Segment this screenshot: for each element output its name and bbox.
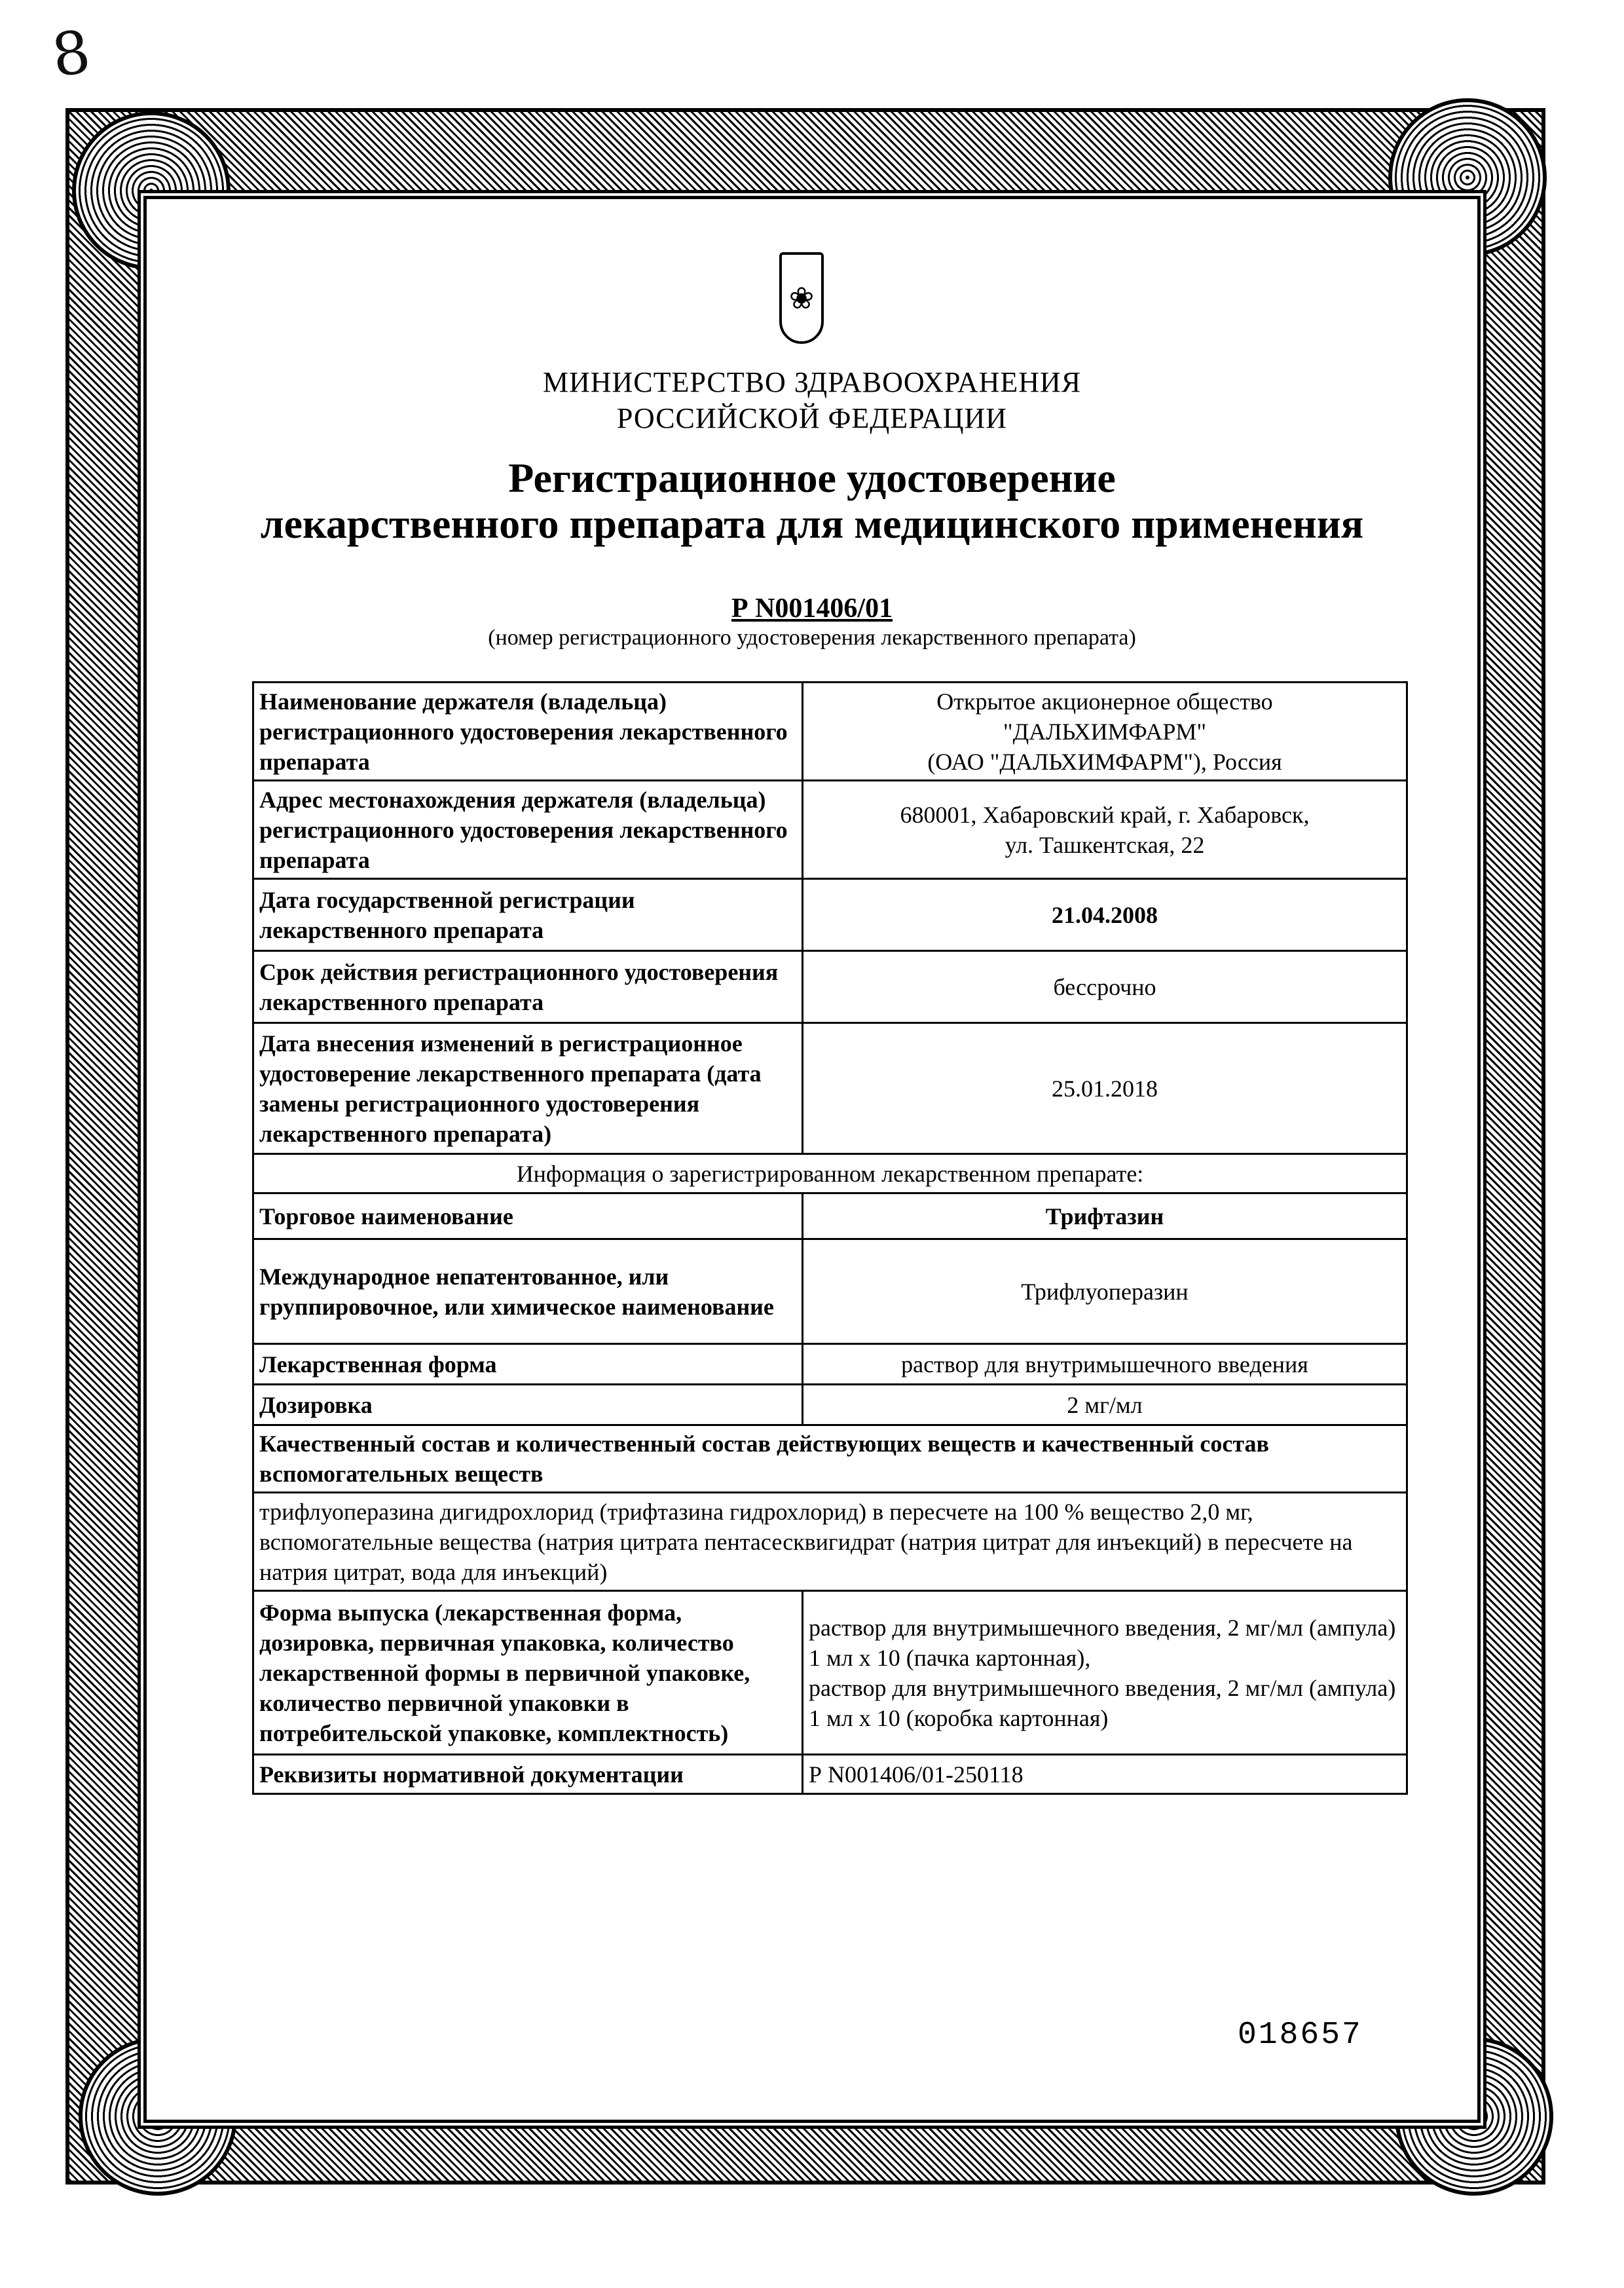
ministry-name-line2: РОССИЙСКОЙ ФЕДЕРАЦИИ	[616, 402, 1008, 434]
holder-address-line2: ул. Ташкентская, 22	[1005, 831, 1205, 858]
holder-name-value	[803, 683, 1407, 781]
dosage-value: 2 мг/мл	[803, 1385, 1407, 1425]
document-title-line2: лекарственного препарата для медицинского применения	[260, 500, 1364, 547]
normative-docs-value: Р N001406/01-250118	[803, 1755, 1407, 1794]
handwritten-mark: 8	[47, 17, 95, 91]
release-form-label: Форма выпуска (лекарственная форма, дозировка, первичная упаковка, количество лекарственной формы в первичной упаковке, количество первичной упаковки в потребительской упаковке, комплектность)	[253, 1591, 803, 1755]
composition-label: Качественный состав и количественный состав действующих веществ и качественный состав вспомогательных веществ	[253, 1425, 1407, 1493]
holder-name-line1: Открытое акционерное общество	[936, 688, 1273, 715]
validity-value: бессрочно	[803, 951, 1407, 1023]
inn-value: Трифлуоперазин	[803, 1239, 1407, 1344]
validity-label: Срок действия регистрационного удостоверения лекарственного препарата	[253, 951, 803, 1023]
normative-docs-label: Реквизиты нормативной документации	[253, 1755, 803, 1794]
serial-number: 018657	[1238, 2017, 1363, 2053]
table-row	[253, 1591, 1407, 1755]
table-row	[253, 879, 1407, 951]
holder-name-line2: "ДАЛЬХИМФАРМ"	[1003, 718, 1207, 745]
registration-number: Р N001406/01	[731, 593, 893, 624]
dosage-form-label: Лекарственная форма	[253, 1344, 803, 1385]
inn-label: Международное непатентованное, или группировочное, или химическое наименование	[253, 1239, 803, 1344]
trade-name-label: Торговое наименование	[253, 1193, 803, 1239]
holder-name-label: Наименование держателя (владельца) регистрационного удостоверения лекарственного препарата	[253, 683, 803, 781]
table-row	[253, 1193, 1407, 1239]
section-header: Информация о зарегистрированном лекарственном препарате:	[253, 1154, 1407, 1193]
table-row	[253, 1425, 1407, 1493]
table-row	[253, 1755, 1407, 1794]
holder-name-line3: (ОАО "ДАЛЬХИМФАРМ"), Россия	[927, 748, 1282, 775]
registration-date-value: 21.04.2008	[803, 879, 1407, 951]
holder-address-label: Адрес местонахождения держателя (владельца) регистрационного удостоверения лекарственного препарата	[253, 781, 803, 879]
registration-table	[252, 681, 1408, 1795]
dosage-form-value: раствор для внутримышечного введения	[803, 1344, 1407, 1385]
ministry-name-line1: МИНИСТЕРСТВО ЗДРАВООХРАНЕНИЯ	[542, 366, 1082, 398]
table-row	[253, 1023, 1407, 1154]
release-form-line2: раствор для внутримышечного введения, 2 мг/мл (ампула) 1 мл x 10 (коробка картонная)	[809, 1674, 1396, 1731]
composition-value: трифлуоперазина дигидрохлорид (трифтазина гидрохлорид) в пересчете на 100 % вещество 2,0 мг, вспомогательные вещества (натрия цитрата пентасесквигидрат (натрия цитрат для инъекций) в пересчете на натрия цитрат, вода для инъекций)	[253, 1493, 1407, 1591]
holder-address-line1: 680001, Хабаровский край, г. Хабаровск,	[900, 801, 1310, 828]
holder-address-value	[803, 781, 1407, 879]
registration-number-caption: (номер регистрационного удостоверения лекарственного препарата)	[488, 626, 1136, 650]
table-row	[253, 1239, 1407, 1344]
coat-of-arms-icon: ❀	[779, 252, 824, 344]
table-row	[253, 951, 1407, 1023]
trade-name-value: Трифтазин	[803, 1193, 1407, 1239]
table-row	[253, 1154, 1407, 1193]
table-row	[253, 1493, 1407, 1591]
release-form-value	[803, 1591, 1407, 1755]
release-form-line1: раствор для внутримышечного введения, 2 мг/мл (ампула) 1 мл x 10 (пачка картонная),	[809, 1614, 1396, 1671]
table-row	[253, 1344, 1407, 1385]
table-row	[253, 683, 1407, 781]
table-row	[253, 1385, 1407, 1425]
change-date-label: Дата внесения изменений в регистрационное удостоверение лекарственного препарата (дата замены регистрационного удостоверения лекарственного препарата)	[253, 1023, 803, 1154]
dosage-label: Дозировка	[253, 1385, 803, 1425]
registration-date-label: Дата государственной регистрации лекарственного препарата	[253, 879, 803, 951]
document-title-line1: Регистрационное удостоверение	[508, 455, 1116, 501]
change-date-value: 25.01.2018	[803, 1023, 1407, 1154]
table-row	[253, 781, 1407, 879]
